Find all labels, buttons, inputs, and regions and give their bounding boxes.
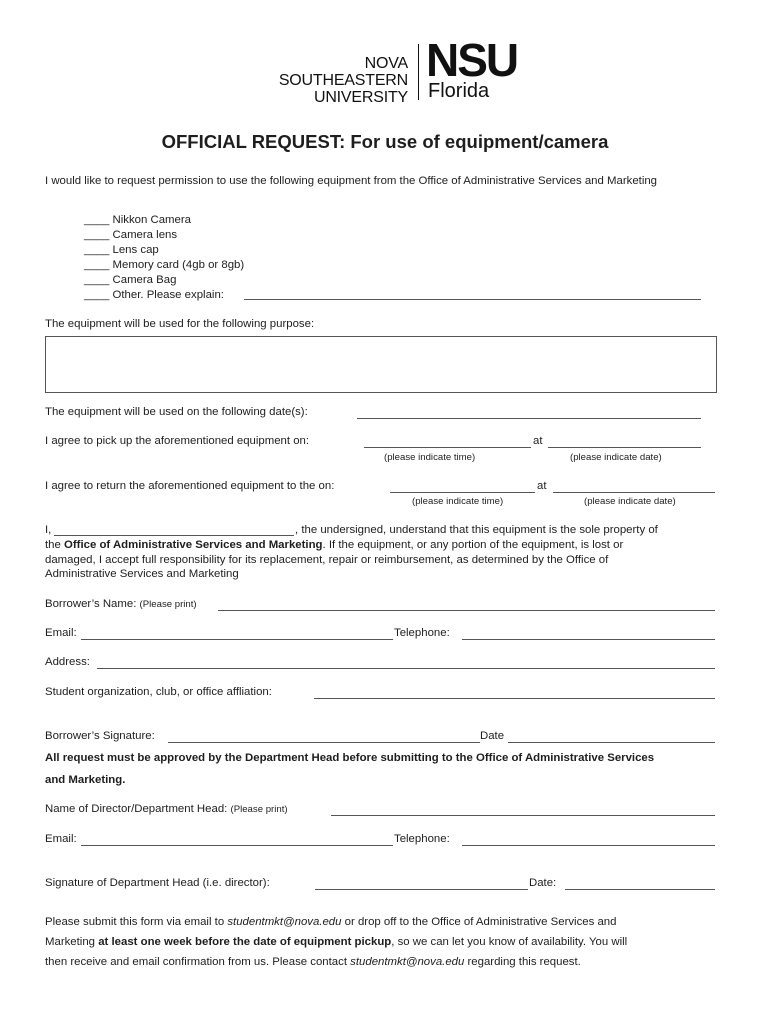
agreement-the: the [45, 539, 61, 551]
logo-florida: Florida [428, 80, 490, 102]
pickup-time-hint: (please indicate time) [384, 452, 476, 463]
pickup-at-label: at [533, 435, 543, 447]
footer-line-3-b: regarding this request. [464, 956, 581, 968]
footer-contact-email-link[interactable]: studentmkt@nova.edu [350, 956, 465, 968]
equipment-item[interactable]: ____ Camera Bag [84, 274, 177, 286]
university-logo-wordmark [238, 55, 408, 106]
pickup-label: I agree to pick up the aforementioned equipment on: [45, 435, 310, 447]
return-time-line[interactable] [390, 492, 535, 493]
purpose-label: The equipment will be used for the following purpose: [45, 318, 315, 330]
address-line[interactable] [97, 668, 715, 669]
borrower-email-line[interactable] [81, 639, 393, 640]
director-date-label: Date: [529, 877, 557, 889]
footer-line-1-a: Please submit this form via email to [45, 916, 228, 928]
equipment-item[interactable]: ____ Lens cap [84, 244, 159, 256]
borrower-date-line[interactable] [508, 742, 715, 743]
other-label: ____ Other. Please explain: [84, 289, 224, 301]
footer-line-2-b: , so we can let you know of availability. You will [391, 936, 628, 948]
footer-deadline: at least one week before the date of equipment pickup [98, 936, 392, 948]
agreement-line-2-rest: . If the equipment, or any portion of the equipment, is lost or [322, 539, 624, 551]
agreement-office: Office of Administrative Services and Marketing [64, 539, 323, 551]
logo-nsu-mark: NSU [426, 34, 518, 86]
equipment-item-other[interactable] [84, 288, 244, 303]
director-email-line[interactable] [81, 845, 393, 846]
borrower-name-print-hint: (Please print) [139, 599, 197, 610]
director-signature-label: Signature of Department Head (i.e. director): [45, 877, 270, 889]
footer-line-1 [45, 916, 616, 928]
equipment-item[interactable]: ____ Memory card (4gb or 8gb) [84, 259, 245, 271]
director-telephone-line[interactable] [462, 845, 715, 846]
director-telephone-label: Telephone: [394, 833, 450, 845]
logo-divider [418, 44, 419, 100]
agreement-prefix: I, [45, 524, 52, 536]
agreement-line-3: damaged, I accept full responsibility for its replacement, repair or reimbursement, as determined by the Office of [45, 554, 609, 566]
other-explain-line[interactable] [244, 299, 701, 300]
pickup-date-line[interactable] [548, 447, 701, 448]
return-date-line[interactable] [553, 492, 715, 493]
director-name-line[interactable] [331, 815, 715, 816]
return-at-label: at [537, 480, 547, 492]
borrower-signature-label: Borrower’s Signature: [45, 730, 155, 742]
approval-note-line-2: and Marketing. [45, 774, 126, 786]
agreement-line-1: , the undersigned, understand that this equipment is the sole property of [295, 524, 658, 536]
director-name-print-hint: (Please print) [230, 804, 288, 815]
borrower-name-line[interactable] [218, 610, 715, 611]
borrower-telephone-label: Telephone: [394, 627, 450, 639]
director-date-line[interactable] [565, 889, 715, 890]
footer-line-2-a: Marketing [45, 936, 99, 948]
borrower-name-label [45, 598, 197, 610]
address-label: Address: [45, 656, 90, 668]
borrower-signature-line[interactable] [168, 742, 480, 743]
agreement-line-2 [45, 539, 623, 551]
equipment-item[interactable]: ____ Nikkon Camera [84, 214, 191, 226]
borrower-date-label: Date [480, 730, 505, 742]
logo-line-1: NOVA SOUTHEASTERN [278, 55, 408, 89]
dates-label: The equipment will be used on the following date(s): [45, 406, 308, 418]
pickup-time-line[interactable] [364, 447, 531, 448]
agreement-name-line[interactable] [54, 535, 294, 536]
approval-note-line-1: All request must be approved by the Department Head before submitting to the Office of Administrative Services [45, 752, 655, 764]
return-label: I agree to return the aforementioned equipment to the on: [45, 480, 335, 492]
affiliation-line[interactable] [314, 698, 715, 699]
equipment-item[interactable]: ____ Camera lens [84, 229, 178, 241]
pickup-date-hint: (please indicate date) [570, 452, 662, 463]
borrower-telephone-line[interactable] [462, 639, 715, 640]
footer-line-1-b: or drop off to the Office of Administrative Services and [341, 916, 617, 928]
director-email-label: Email: [45, 833, 77, 845]
intro-text: I would like to request permission to use the following equipment from the Office of Administrative Services and Marketing [45, 175, 658, 187]
footer-line-2 [45, 936, 627, 948]
purpose-text-box[interactable] [45, 336, 717, 393]
footer-email-link[interactable]: studentmkt@nova.edu [227, 916, 342, 928]
equipment-checklist [84, 213, 244, 303]
return-time-hint: (please indicate time) [412, 496, 504, 507]
footer-line-3 [45, 956, 581, 968]
return-date-hint: (please indicate date) [584, 496, 676, 507]
director-name-label [45, 803, 288, 815]
borrower-email-label: Email: [45, 627, 77, 639]
dates-line[interactable] [357, 418, 701, 419]
affiliation-label: Student organization, club, or office affliation: [45, 686, 272, 698]
form-title: OFFICIAL REQUEST: For use of equipment/camera [161, 131, 609, 152]
borrower-name-text: Borrower’s Name: [45, 598, 137, 610]
footer-line-3-a: then receive and email confirmation from us. Please contact [45, 956, 351, 968]
director-signature-line[interactable] [315, 889, 528, 890]
logo-line-2: UNIVERSITY [313, 89, 408, 106]
director-name-text: Name of Director/Department Head: [45, 803, 228, 815]
agreement-line-4: Administrative Services and Marketing [45, 568, 239, 580]
